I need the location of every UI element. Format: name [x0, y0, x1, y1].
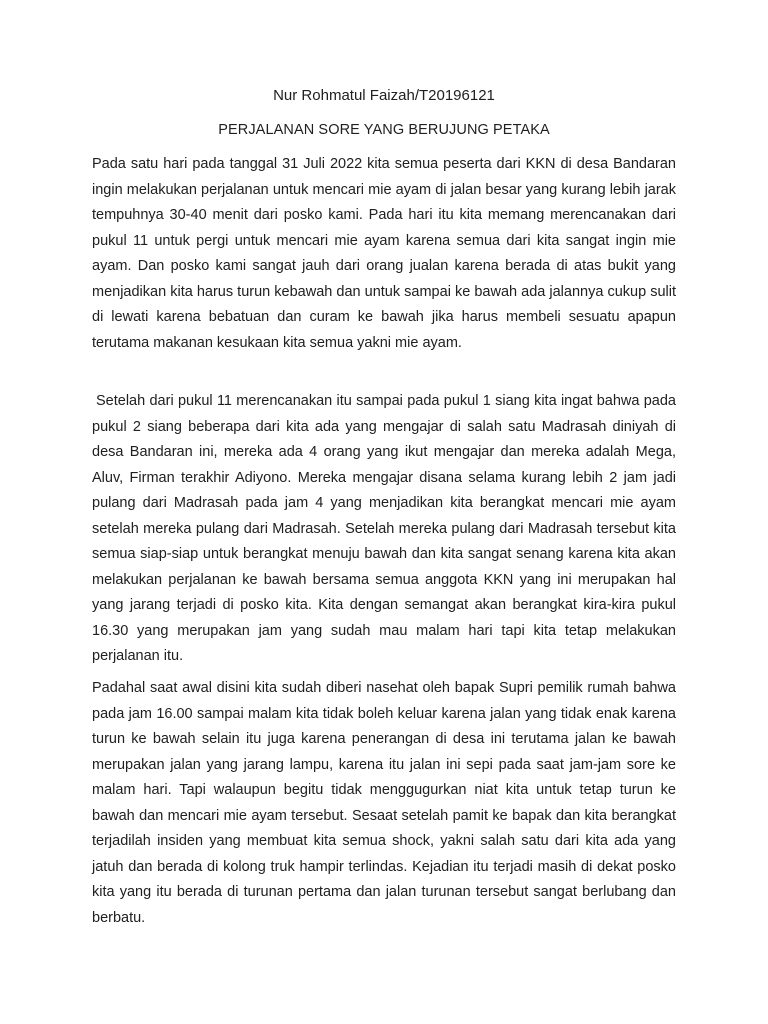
paragraph-1: Pada satu hari pada tanggal 31 Juli 2022 kita semua peserta dari KKN di desa Bandaran ingin melakukan perjalanan untuk mencari mie ayam di jalan besar yang kurang lebih jarak tempuhnya 30-40 menit dari posko kami. Pada hari itu kita memang merencanakan dari pukul 11 untuk pergi untuk mencari mie ayam karena semua dari kita sangat ingin mie ayam. Dan posko kami sangat jauh dari orang jualan karena berada di atas bukit yang menjadikan kita harus turun kebawah dan untuk sampai ke bawah ada jalannya cukup sulit di lewati karena bebatuan dan curam ke bawah jika harus membeli sesuatu apapun terutama makanan kesukaan kita semua yakni mie ayam. [92, 156, 676, 351]
paragraph-2: Setelah dari pukul 11 merencanakan itu sampai pada pukul 1 siang kita ingat bahwa pada pukul 2 siang beberapa dari kita ada yang mengajar di salah satu Madrasah diniyah di desa Bandaran ini, mereka ada 4 orang yang ikut mengajar dan mereka adalah Mega, Aluv, Firman terakhir Adiyono. Mereka mengajar disana selama kurang lebih 2 jam jadi pulang dari Madrasah pada jam 4 yang menjadikan kita berangkat mencari mie ayam setelah mereka pulang dari Madrasah. Setelah mereka pulang dari Madrasah tersebut kita semua siap-siap untuk berangkat menuju bawah dan kita sangat senang karena kita akan melakukan perjalanan ke bawah bersama semua anggota KKN yang ini merupakan hal yang jarang terjadi di posko kita. Kita dengan semangat akan berangkat kira-kira pukul 16.30 yang merupakan jam yang sudah mau malam hari tapi kita tetap melakukan perjalanan itu. [92, 393, 676, 664]
document-title: PERJALANAN SORE YANG BERUJUNG PETAKA [218, 122, 550, 138]
paragraph-3: Padahal saat awal disini kita sudah diberi nasehat oleh bapak Supri pemilik rumah bahwa pada jam 16.00 sampai malam kita tidak boleh keluar karena jalan yang tidak enak karena turun ke bawah selain itu juga karena penerangan di desa ini terutama jalan ke bawah merupakan jalan yang jarang lampu, karena itu jalan ini sepi pada saat jam-jam sore ke malam hari. Tapi walaupun begitu tidak menggugurkan niat kita untuk tetap turun ke bawah dan mencari mie ayam tersebut. Sesaat setelah pamit ke bapak dan kita berangkat terjadilah insiden yang membuat kita semua shock, yakni salah satu dari kita ada yang jatuh dan berada di kolong truk hampir terlindas. Kejadian itu terjadi masih di dekat posko kita yang itu berada di turunan pertama dan jalan turunan tersebut sangat berlubang dan berbatu. [92, 680, 676, 926]
author-line: Nur Rohmatul Faizah/T20196121 [273, 87, 495, 104]
